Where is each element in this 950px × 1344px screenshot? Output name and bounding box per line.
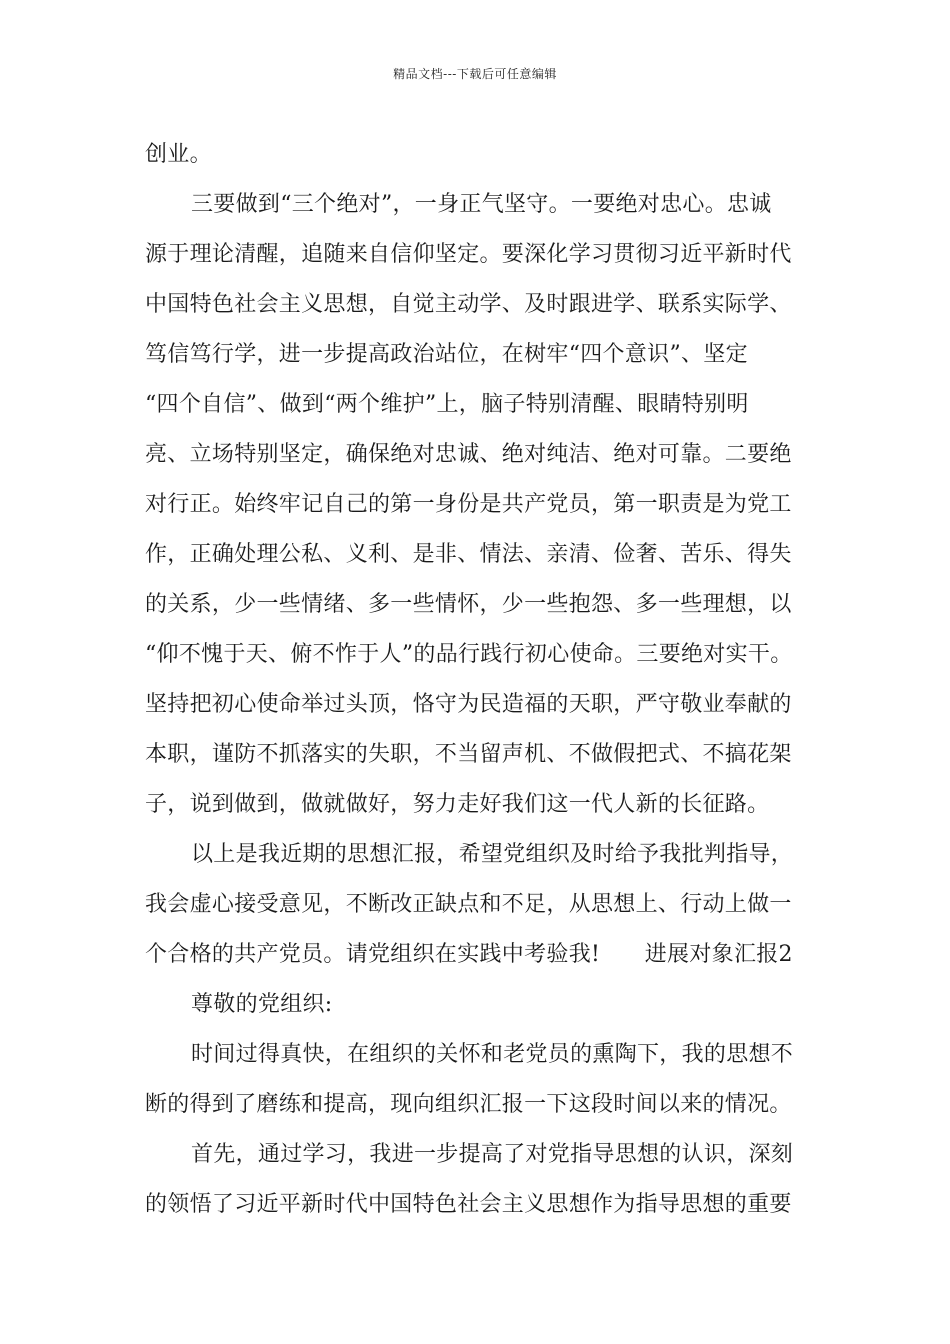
text-line: 对行正。始终牢记自己的第一身份是共产党员，第一职责是为党工	[145, 492, 792, 517]
text-line: 以上是我近期的思想汇报，希望党组织及时给予我批判指导，	[191, 842, 794, 867]
text-line: 子，说到做到，做就做好，努力走好我们这一代人新的长征路。	[145, 792, 770, 817]
text-line: 作，正确处理公私、义利、是非、情法、亲清、俭奢、苦乐、得失	[145, 542, 792, 567]
page-header: 精品文档---下载后可任意编辑	[393, 67, 557, 81]
text-line: 个合格的共产党员。请党组织在实践中考验我! 进展对象汇报2	[145, 942, 793, 967]
text-line: “四个自信”、做到“两个维护”上，脑子特别清醒、眼睛特别明	[145, 392, 749, 417]
text-line: 创业。	[145, 142, 212, 167]
text-line: “仰不愧于天、俯不怍于人”的品行践行初心使命。三要绝对实干。	[145, 642, 793, 667]
text-line: 笃信笃行学，进一步提高政治站位，在树牢“四个意识”、坚定	[145, 342, 748, 367]
document-body	[145, 130, 815, 1230]
text-line: 三要做到“三个绝对”，一身正气坚守。一要绝对忠心。忠诚	[191, 192, 772, 217]
text-line: 亮、立场特别坚定，确保绝对忠诚、绝对纯洁、绝对可靠。二要绝	[145, 442, 792, 467]
text-line: 时间过得真快，在组织的关怀和老党员的熏陶下，我的思想不	[191, 1042, 794, 1067]
text-line: 首先，通过学习，我进一步提高了对党指导思想的认识，深刻	[191, 1142, 794, 1167]
text-line: 断的得到了磨练和提高，现向组织汇报一下这段时间以来的情况。	[145, 1092, 792, 1117]
text-line: 的关系，少一些情绪、多一些情怀，少一些抱怨、多一些理想，以	[145, 592, 792, 617]
text-line: 源于理论清醒，追随来自信仰坚定。要深化学习贯彻习近平新时代	[145, 242, 792, 267]
text-line: 我会虚心接受意见，不断改正缺点和不足，从思想上、行动上做一	[145, 892, 792, 917]
text-line: 坚持把初心使命举过头顶，恪守为民造福的天职，严守敬业奉献的	[145, 692, 792, 717]
text-line: 的领悟了习近平新时代中国特色社会主义思想作为指导思想的重要	[145, 1192, 792, 1217]
salutation: 尊敬的党组织:	[191, 992, 333, 1017]
text-line: 本职，谨防不抓落实的失职，不当留声机、不做假把式、不搞花架	[145, 742, 792, 767]
text-line: 中国特色社会主义思想，自觉主动学、及时跟进学、联系实际学、	[145, 292, 792, 317]
